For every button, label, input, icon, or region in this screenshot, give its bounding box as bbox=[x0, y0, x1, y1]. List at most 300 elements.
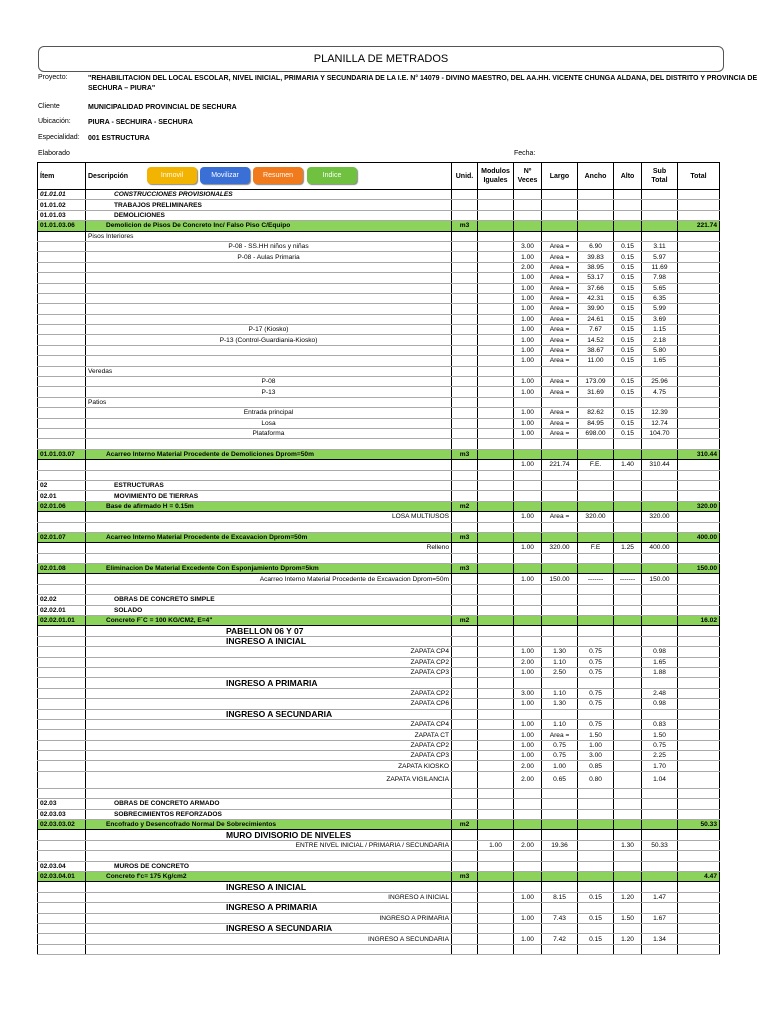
cell-item bbox=[38, 751, 86, 761]
cell-descripcion: ZAPATA VIGILANCIA bbox=[86, 771, 452, 788]
cell-total: 16.02 bbox=[678, 616, 720, 626]
cell-alto bbox=[614, 449, 642, 459]
cell-unid bbox=[452, 522, 478, 532]
cell-item bbox=[38, 840, 86, 850]
cell-largo bbox=[542, 882, 578, 892]
cell-descripcion: ZAPATA CP3 bbox=[86, 751, 452, 761]
cell-unid bbox=[452, 923, 478, 933]
cell-ancho bbox=[578, 616, 614, 626]
cell-largo bbox=[542, 636, 578, 646]
cell-unid bbox=[452, 273, 478, 283]
cell-item bbox=[38, 522, 86, 532]
table-row bbox=[38, 903, 720, 913]
cell-largo bbox=[542, 678, 578, 688]
cell-alto bbox=[614, 820, 642, 830]
table-row bbox=[38, 861, 720, 871]
cell-total bbox=[678, 913, 720, 923]
ubicacion-label: Ubicación: bbox=[38, 118, 71, 125]
cell-unid bbox=[452, 605, 478, 615]
cell-subtotal: 4.75 bbox=[642, 387, 678, 397]
cell-modulos bbox=[478, 678, 514, 688]
cell-ancho: 0.85 bbox=[578, 761, 614, 771]
cell-modulos bbox=[478, 512, 514, 522]
cell-alto bbox=[614, 636, 642, 646]
cell-largo: 1.30 bbox=[542, 647, 578, 657]
table-row bbox=[38, 480, 720, 490]
table-row bbox=[38, 799, 720, 809]
cell-veces bbox=[514, 480, 542, 490]
cell-largo: 320.00 bbox=[542, 543, 578, 553]
cell-descripcion: ESTRUCTURAS bbox=[86, 480, 452, 490]
cell-subtotal: 5.97 bbox=[642, 252, 678, 262]
cell-ancho: 0.75 bbox=[578, 667, 614, 677]
table-row bbox=[38, 788, 720, 798]
cell-largo bbox=[542, 605, 578, 615]
table-row bbox=[38, 688, 720, 698]
cell-item bbox=[38, 913, 86, 923]
cell-item: 02.03.03 bbox=[38, 809, 86, 819]
cell-modulos bbox=[478, 345, 514, 355]
cell-total bbox=[678, 667, 720, 677]
partida-row bbox=[38, 872, 720, 882]
cell-veces bbox=[514, 820, 542, 830]
cell-largo: Area = bbox=[542, 241, 578, 251]
cell-descripcion: ZAPATA CP2 bbox=[86, 740, 452, 750]
cell-largo bbox=[542, 491, 578, 501]
cell-largo bbox=[542, 788, 578, 798]
cell-item: 02.02 bbox=[38, 595, 86, 605]
cell-alto bbox=[614, 788, 642, 798]
cell-alto bbox=[614, 200, 642, 210]
cell-unid bbox=[452, 719, 478, 729]
cell-alto: 0.15 bbox=[614, 428, 642, 438]
cell-veces: 3.00 bbox=[514, 241, 542, 251]
resumen-button[interactable]: Resumen bbox=[253, 167, 303, 184]
cell-unid bbox=[452, 387, 478, 397]
cell-ancho bbox=[578, 366, 614, 376]
table-row bbox=[38, 771, 720, 788]
cell-unid bbox=[452, 751, 478, 761]
cell-largo bbox=[542, 903, 578, 913]
table-row bbox=[38, 709, 720, 719]
cell-alto bbox=[614, 882, 642, 892]
cell-unid bbox=[452, 283, 478, 293]
cell-item bbox=[38, 304, 86, 314]
cell-descripcion: CONSTRUCCIONES PROVISIONALES bbox=[86, 190, 452, 200]
cell-item: 01.01.02 bbox=[38, 200, 86, 210]
table-row bbox=[38, 923, 720, 933]
cell-modulos bbox=[478, 418, 514, 428]
cell-modulos bbox=[478, 304, 514, 314]
cell-subtotal: 50.33 bbox=[642, 840, 678, 850]
table-row bbox=[38, 892, 720, 902]
cell-veces: 1.00 bbox=[514, 345, 542, 355]
cell-unid bbox=[452, 314, 478, 324]
cell-modulos: 1.00 bbox=[478, 840, 514, 850]
partida-row bbox=[38, 616, 720, 626]
cell-alto: 0.15 bbox=[614, 335, 642, 345]
cell-veces: 1.00 bbox=[514, 428, 542, 438]
cell-modulos bbox=[478, 574, 514, 584]
cell-modulos bbox=[478, 719, 514, 729]
cell-alto bbox=[614, 872, 642, 882]
cell-total bbox=[678, 408, 720, 418]
cell-subtotal: 3.69 bbox=[642, 314, 678, 324]
cell-largo: 1.10 bbox=[542, 688, 578, 698]
cell-subtotal bbox=[642, 882, 678, 892]
cell-descripcion: INGRESO A INICIAL bbox=[86, 636, 452, 646]
cell-alto bbox=[614, 771, 642, 788]
cell-unid: m2 bbox=[452, 616, 478, 626]
cell-unid bbox=[452, 809, 478, 819]
cell-unid bbox=[452, 740, 478, 750]
cell-largo bbox=[542, 595, 578, 605]
cell-total: 50.33 bbox=[678, 820, 720, 830]
table-row bbox=[38, 325, 720, 335]
cell-largo bbox=[542, 851, 578, 861]
table-row bbox=[38, 740, 720, 750]
cell-subtotal bbox=[642, 522, 678, 532]
cell-descripcion: INGRESO A SECUNDARIA bbox=[86, 709, 452, 719]
cell-largo: Area = bbox=[542, 377, 578, 387]
cell-modulos bbox=[478, 397, 514, 407]
cell-descripcion: MURO DIVISORIO DE NIVELES bbox=[86, 830, 452, 840]
cell-modulos bbox=[478, 788, 514, 798]
cell-alto bbox=[614, 553, 642, 563]
cell-item bbox=[38, 882, 86, 892]
cell-alto: 0.15 bbox=[614, 283, 642, 293]
cell-item bbox=[38, 345, 86, 355]
table-row bbox=[38, 231, 720, 241]
cell-veces: 1.00 bbox=[514, 314, 542, 324]
table-row bbox=[38, 751, 720, 761]
cell-descripcion: INGRESO A SECUNDARIA bbox=[86, 934, 452, 944]
cell-alto bbox=[614, 903, 642, 913]
cell-alto bbox=[614, 699, 642, 709]
table-row bbox=[38, 345, 720, 355]
cell-subtotal bbox=[642, 532, 678, 542]
ubicacion-value: PIURA - SECHUIRA - SECHURA bbox=[88, 119, 193, 126]
cell-total bbox=[678, 397, 720, 407]
cell-total bbox=[678, 356, 720, 366]
cell-total bbox=[678, 840, 720, 850]
especialidad-value: 001 ESTRUCTURA bbox=[88, 135, 150, 142]
cell-subtotal: 3.11 bbox=[642, 241, 678, 251]
cell-largo bbox=[542, 532, 578, 542]
cell-total bbox=[678, 283, 720, 293]
cell-unid bbox=[452, 647, 478, 657]
cell-ancho: 1.00 bbox=[578, 740, 614, 750]
cell-subtotal: 5.80 bbox=[642, 345, 678, 355]
cell-total bbox=[678, 241, 720, 251]
cell-item bbox=[38, 688, 86, 698]
partida-row bbox=[38, 221, 720, 231]
cell-total bbox=[678, 740, 720, 750]
cell-modulos bbox=[478, 210, 514, 220]
cell-modulos bbox=[478, 699, 514, 709]
cell-veces: 3.00 bbox=[514, 688, 542, 698]
cell-unid bbox=[452, 913, 478, 923]
cell-item bbox=[38, 730, 86, 740]
cell-veces bbox=[514, 678, 542, 688]
cell-largo: Area = bbox=[542, 730, 578, 740]
cell-veces: 1.00 bbox=[514, 408, 542, 418]
cell-unid: m3 bbox=[452, 449, 478, 459]
table-row bbox=[38, 584, 720, 594]
cell-total bbox=[678, 293, 720, 303]
cell-veces bbox=[514, 439, 542, 449]
cell-item bbox=[38, 231, 86, 241]
cell-modulos bbox=[478, 252, 514, 262]
cell-modulos bbox=[478, 532, 514, 542]
cell-alto bbox=[614, 678, 642, 688]
cell-descripcion: INGRESO A PRIMARIA bbox=[86, 913, 452, 923]
cell-ancho bbox=[578, 678, 614, 688]
cell-unid bbox=[452, 345, 478, 355]
cell-largo: 1.00 bbox=[542, 761, 578, 771]
cell-modulos bbox=[478, 809, 514, 819]
cell-ancho: F.E bbox=[578, 543, 614, 553]
table-row bbox=[38, 851, 720, 861]
table-row bbox=[38, 304, 720, 314]
cell-modulos bbox=[478, 460, 514, 470]
cell-largo bbox=[542, 449, 578, 459]
cell-modulos bbox=[478, 231, 514, 241]
cell-ancho bbox=[578, 809, 614, 819]
cell-alto bbox=[614, 564, 642, 574]
cell-descripcion: SOLADO bbox=[86, 605, 452, 615]
cell-ancho: 0.80 bbox=[578, 771, 614, 788]
cell-unid bbox=[452, 470, 478, 480]
cell-subtotal: 1.67 bbox=[642, 913, 678, 923]
cell-largo: Area = bbox=[542, 325, 578, 335]
cell-veces bbox=[514, 851, 542, 861]
cell-descripcion bbox=[86, 273, 452, 283]
cell-veces: 1.00 bbox=[514, 418, 542, 428]
cell-unid bbox=[452, 574, 478, 584]
cell-veces bbox=[514, 882, 542, 892]
cell-descripcion: ZAPATA CP6 bbox=[86, 699, 452, 709]
cell-largo: Area = bbox=[542, 356, 578, 366]
cell-ancho bbox=[578, 872, 614, 882]
cell-veces bbox=[514, 200, 542, 210]
header-total: Total bbox=[678, 163, 720, 190]
cell-item bbox=[38, 923, 86, 933]
cell-largo bbox=[542, 501, 578, 511]
cell-unid bbox=[452, 944, 478, 954]
cell-modulos bbox=[478, 262, 514, 272]
cell-alto: 0.15 bbox=[614, 262, 642, 272]
cell-total bbox=[678, 809, 720, 819]
cell-unid bbox=[452, 699, 478, 709]
table-row bbox=[38, 553, 720, 563]
cell-item bbox=[38, 584, 86, 594]
cell-largo bbox=[542, 522, 578, 532]
table-row bbox=[38, 574, 720, 584]
cell-alto bbox=[614, 657, 642, 667]
cell-ancho bbox=[578, 470, 614, 480]
cell-alto bbox=[614, 626, 642, 636]
cell-modulos bbox=[478, 903, 514, 913]
cell-ancho: 38.95 bbox=[578, 262, 614, 272]
indice-button[interactable]: Indice bbox=[307, 167, 357, 184]
page-title: PLANILLA DE METRADOS bbox=[38, 46, 724, 72]
inmovil-button[interactable]: Inmovil bbox=[147, 167, 197, 184]
cell-ancho bbox=[578, 636, 614, 646]
cell-largo bbox=[542, 480, 578, 490]
cell-ancho: 24.61 bbox=[578, 314, 614, 324]
movilizar-button[interactable]: Movilizar bbox=[200, 167, 250, 184]
table-row bbox=[38, 356, 720, 366]
cell-largo bbox=[542, 200, 578, 210]
cell-largo: 1.10 bbox=[542, 657, 578, 667]
cell-unid bbox=[452, 553, 478, 563]
cell-descripcion: SOBRECIMIENTOS REFORZADOS bbox=[86, 809, 452, 819]
cell-subtotal bbox=[642, 872, 678, 882]
cell-total bbox=[678, 543, 720, 553]
cell-item: 02.01 bbox=[38, 491, 86, 501]
cell-largo bbox=[542, 231, 578, 241]
cell-descripcion: INGRESO A PRIMARIA bbox=[86, 903, 452, 913]
cell-total bbox=[678, 882, 720, 892]
table-row bbox=[38, 387, 720, 397]
cell-unid bbox=[452, 480, 478, 490]
cell-alto bbox=[614, 667, 642, 677]
cell-item bbox=[38, 903, 86, 913]
cell-largo: Area = bbox=[542, 512, 578, 522]
cell-unid bbox=[452, 830, 478, 840]
cell-descripcion: P-17 (Kiosko) bbox=[86, 325, 452, 335]
metrados-table bbox=[37, 162, 720, 955]
table-row bbox=[38, 262, 720, 272]
cell-alto bbox=[614, 761, 642, 771]
cell-item: 02.03 bbox=[38, 799, 86, 809]
cell-subtotal bbox=[642, 210, 678, 220]
table-row bbox=[38, 830, 720, 840]
cell-item: 02 bbox=[38, 480, 86, 490]
cell-ancho: 173.09 bbox=[578, 377, 614, 387]
cell-total bbox=[678, 480, 720, 490]
cell-unid bbox=[452, 262, 478, 272]
cell-alto bbox=[614, 799, 642, 809]
table-row bbox=[38, 934, 720, 944]
cell-unid bbox=[452, 252, 478, 262]
cell-subtotal: 11.69 bbox=[642, 262, 678, 272]
cell-alto bbox=[614, 532, 642, 542]
cell-modulos bbox=[478, 944, 514, 954]
cell-largo: Area = bbox=[542, 428, 578, 438]
cell-ancho bbox=[578, 439, 614, 449]
cell-item: 01.01.03.07 bbox=[38, 449, 86, 459]
cell-total bbox=[678, 273, 720, 283]
cell-modulos bbox=[478, 820, 514, 830]
cell-descripcion bbox=[86, 788, 452, 798]
cell-subtotal: 1.50 bbox=[642, 730, 678, 740]
cell-veces bbox=[514, 903, 542, 913]
cell-veces bbox=[514, 788, 542, 798]
cell-alto: 1.20 bbox=[614, 934, 642, 944]
cell-largo bbox=[542, 616, 578, 626]
cell-modulos bbox=[478, 584, 514, 594]
cell-unid bbox=[452, 190, 478, 200]
cell-largo bbox=[542, 584, 578, 594]
table-row bbox=[38, 595, 720, 605]
cell-item bbox=[38, 788, 86, 798]
cell-modulos bbox=[478, 647, 514, 657]
cell-largo: 7.42 bbox=[542, 934, 578, 944]
cell-total bbox=[678, 799, 720, 809]
cell-descripcion: INGRESO A INICIAL bbox=[86, 892, 452, 902]
cell-veces bbox=[514, 830, 542, 840]
cell-largo bbox=[542, 709, 578, 719]
cell-alto bbox=[614, 231, 642, 241]
cell-alto bbox=[614, 397, 642, 407]
cell-subtotal: 1.88 bbox=[642, 667, 678, 677]
cell-subtotal: 150.00 bbox=[642, 574, 678, 584]
cell-modulos bbox=[478, 771, 514, 788]
cell-veces bbox=[514, 799, 542, 809]
cell-alto: 1.50 bbox=[614, 913, 642, 923]
cell-item bbox=[38, 273, 86, 283]
cell-largo bbox=[542, 872, 578, 882]
cell-ancho bbox=[578, 491, 614, 501]
cell-unid: m3 bbox=[452, 872, 478, 882]
cell-ancho bbox=[578, 923, 614, 933]
cell-alto: 0.15 bbox=[614, 304, 642, 314]
cell-descripcion: Relleno bbox=[86, 543, 452, 553]
cell-ancho bbox=[578, 480, 614, 490]
cell-item bbox=[38, 574, 86, 584]
cell-ancho: 0.15 bbox=[578, 913, 614, 923]
cell-total bbox=[678, 325, 720, 335]
cell-alto bbox=[614, 470, 642, 480]
cell-total: 221.74 bbox=[678, 221, 720, 231]
cell-veces bbox=[514, 522, 542, 532]
cell-modulos bbox=[478, 861, 514, 871]
cell-total bbox=[678, 304, 720, 314]
cell-subtotal: 400.00 bbox=[642, 543, 678, 553]
header-item: Ítem bbox=[38, 163, 86, 190]
cell-ancho bbox=[578, 501, 614, 511]
table-row bbox=[38, 439, 720, 449]
header-descripcion-label: Descripción bbox=[88, 172, 129, 180]
cell-modulos bbox=[478, 200, 514, 210]
cell-veces: 1.00 bbox=[514, 730, 542, 740]
cell-unid bbox=[452, 428, 478, 438]
cell-veces bbox=[514, 636, 542, 646]
cell-alto: 1.40 bbox=[614, 460, 642, 470]
cell-ancho bbox=[578, 532, 614, 542]
cell-unid bbox=[452, 325, 478, 335]
cell-total bbox=[678, 626, 720, 636]
table-row bbox=[38, 408, 720, 418]
cell-item bbox=[38, 851, 86, 861]
table-row bbox=[38, 377, 720, 387]
cell-modulos bbox=[478, 709, 514, 719]
table-row bbox=[38, 335, 720, 345]
table-row bbox=[38, 252, 720, 262]
cell-alto: ------- bbox=[614, 574, 642, 584]
table-row bbox=[38, 428, 720, 438]
table-row bbox=[38, 761, 720, 771]
cell-descripcion: ZAPATA CP3 bbox=[86, 667, 452, 677]
cell-modulos bbox=[478, 273, 514, 283]
cell-modulos bbox=[478, 657, 514, 667]
cell-unid bbox=[452, 200, 478, 210]
cell-largo: Area = bbox=[542, 262, 578, 272]
cell-veces bbox=[514, 564, 542, 574]
table-row bbox=[38, 314, 720, 324]
